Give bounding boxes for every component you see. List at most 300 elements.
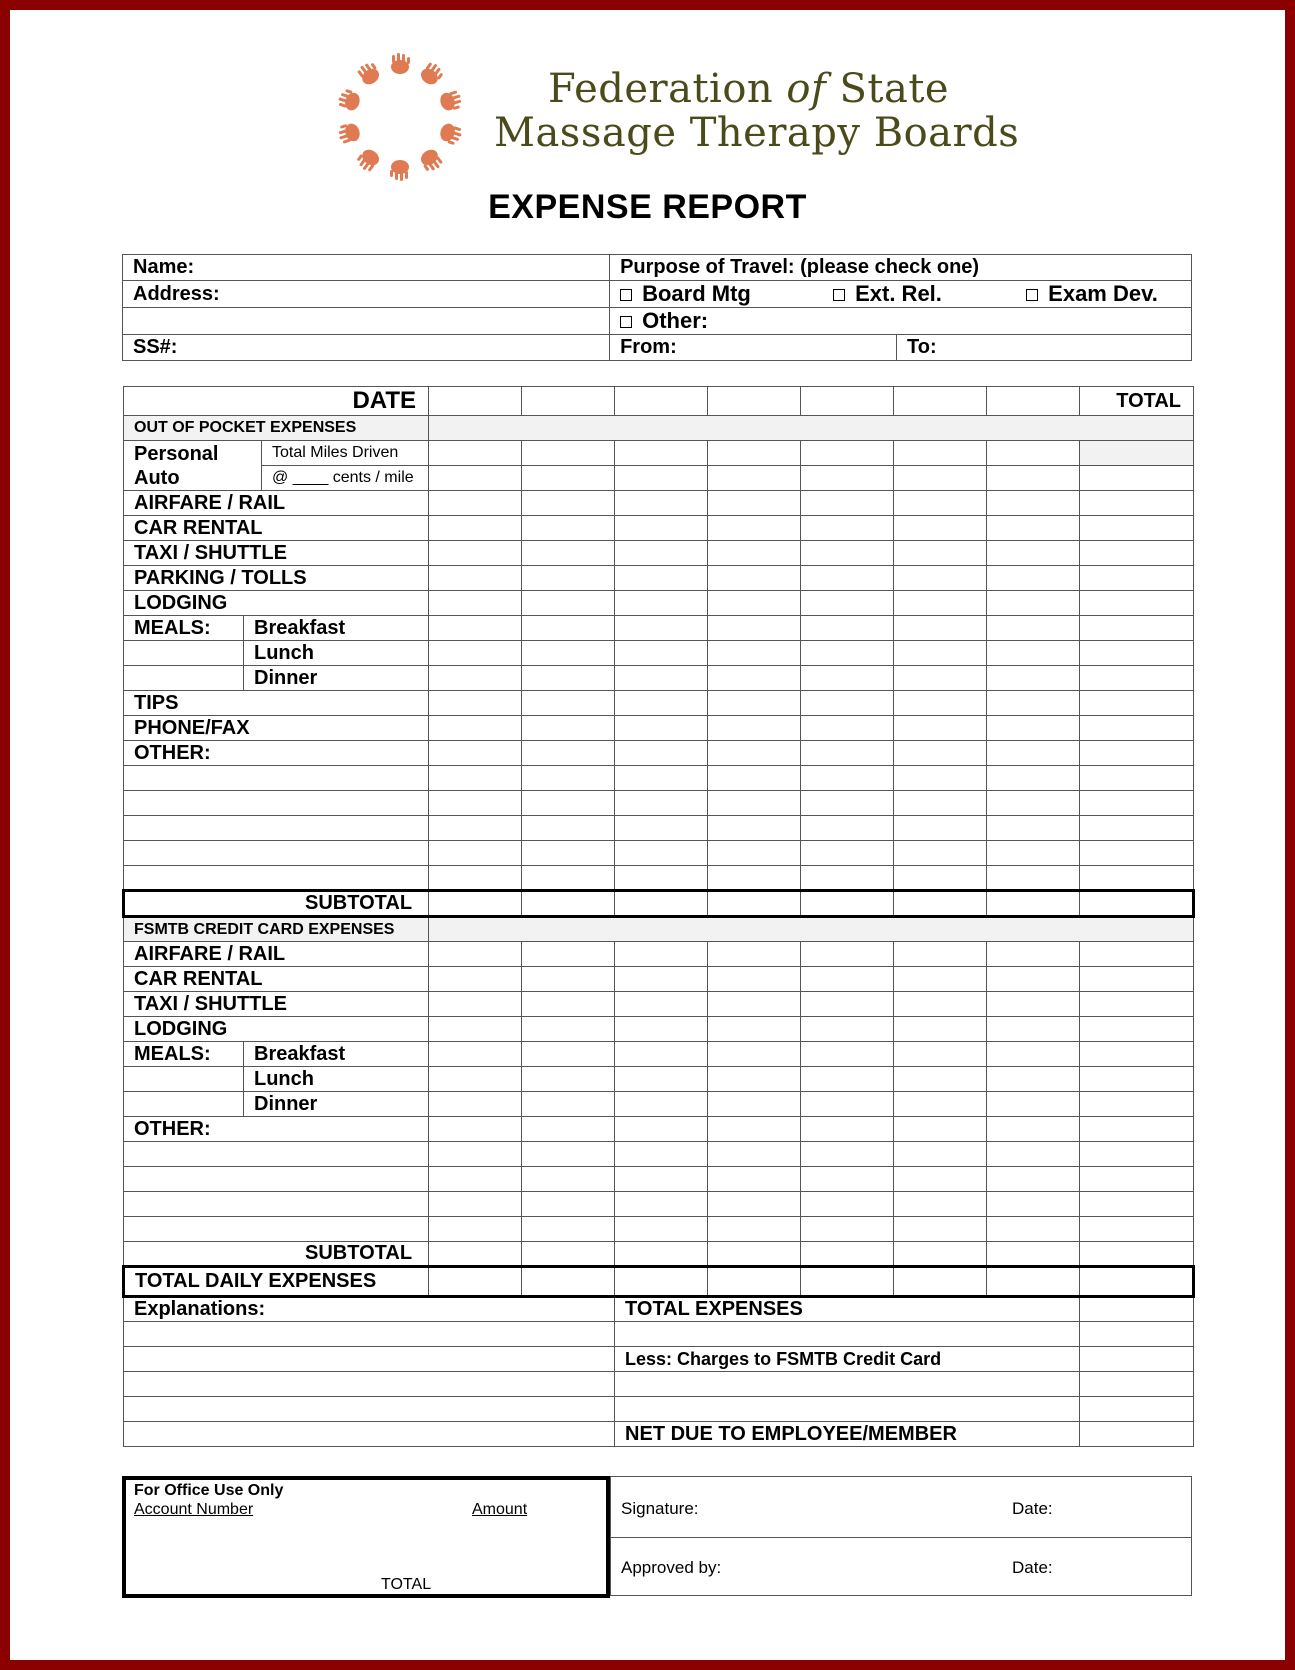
daily-total-cell[interactable] [708, 1267, 801, 1297]
subtotal-cell[interactable] [429, 1242, 522, 1267]
expense-cell[interactable] [894, 1017, 987, 1042]
expense-cell[interactable] [894, 1067, 987, 1092]
total-cell[interactable] [1080, 1042, 1194, 1067]
expense-cell[interactable] [429, 741, 522, 766]
expense-cell[interactable] [708, 1167, 801, 1192]
total-cell[interactable] [1080, 491, 1194, 516]
date-cell[interactable] [801, 387, 894, 416]
expense-cell[interactable] [522, 466, 615, 491]
subtotal-cell[interactable] [615, 1242, 708, 1267]
expense-cell[interactable] [801, 566, 894, 591]
expense-cell[interactable] [522, 441, 615, 466]
subtotal-cell[interactable] [522, 891, 615, 917]
expense-cell[interactable] [708, 992, 801, 1017]
expense-cell[interactable] [429, 716, 522, 741]
expense-cell[interactable] [708, 1017, 801, 1042]
expense-cell[interactable] [708, 866, 801, 891]
expense-cell[interactable] [708, 616, 801, 641]
other-description-cell[interactable] [124, 1142, 429, 1167]
expense-cell[interactable] [987, 716, 1080, 741]
expense-cell[interactable] [801, 716, 894, 741]
expense-cell[interactable] [801, 1092, 894, 1117]
expense-cell[interactable] [987, 1067, 1080, 1092]
subtotal-cell[interactable] [801, 891, 894, 917]
expense-cell[interactable] [429, 791, 522, 816]
expense-cell[interactable] [429, 1117, 522, 1142]
expense-cell[interactable] [894, 666, 987, 691]
expense-cell[interactable] [894, 491, 987, 516]
explanation-line[interactable] [124, 1322, 615, 1347]
date-cell[interactable] [615, 387, 708, 416]
expense-cell[interactable] [615, 616, 708, 641]
expense-cell[interactable] [522, 1042, 615, 1067]
expense-cell[interactable] [987, 666, 1080, 691]
expense-cell[interactable] [615, 1092, 708, 1117]
expense-cell[interactable] [708, 841, 801, 866]
expense-cell[interactable] [708, 566, 801, 591]
from-field[interactable]: From: [610, 335, 897, 361]
summary-value[interactable] [1080, 1397, 1194, 1422]
expense-cell[interactable] [987, 992, 1080, 1017]
expense-cell[interactable] [894, 791, 987, 816]
expense-cell[interactable] [894, 1167, 987, 1192]
expense-cell[interactable] [429, 666, 522, 691]
expense-cell[interactable] [894, 992, 987, 1017]
other-description-cell[interactable] [124, 1217, 429, 1242]
other-description-cell[interactable] [124, 841, 429, 866]
expense-cell[interactable] [429, 841, 522, 866]
less-charges-value[interactable] [1080, 1347, 1194, 1372]
total-cell[interactable] [1080, 1017, 1194, 1042]
expense-cell[interactable] [801, 516, 894, 541]
expense-cell[interactable] [894, 716, 987, 741]
expense-cell[interactable] [708, 791, 801, 816]
total-cell[interactable] [1080, 967, 1194, 992]
expense-cell[interactable] [615, 566, 708, 591]
expense-cell[interactable] [429, 942, 522, 967]
expense-cell[interactable] [894, 616, 987, 641]
expense-cell[interactable] [801, 1142, 894, 1167]
ssn-field[interactable]: SS#: [123, 335, 610, 361]
expense-cell[interactable] [801, 841, 894, 866]
exam-dev-checkbox[interactable] [1026, 289, 1038, 301]
date-cell[interactable] [708, 387, 801, 416]
expense-cell[interactable] [615, 1017, 708, 1042]
other-description-cell[interactable] [124, 816, 429, 841]
net-due-value[interactable] [1080, 1422, 1194, 1447]
total-cell[interactable] [1080, 691, 1194, 716]
total-cell[interactable] [1080, 466, 1194, 491]
ext-rel-checkbox[interactable] [833, 289, 845, 301]
explanation-line[interactable] [124, 1372, 615, 1397]
expense-cell[interactable] [615, 441, 708, 466]
expense-cell[interactable] [708, 466, 801, 491]
expense-cell[interactable] [894, 816, 987, 841]
subtotal-cell[interactable] [522, 1242, 615, 1267]
date-cell[interactable] [429, 387, 522, 416]
total-cell[interactable] [1080, 992, 1194, 1017]
subtotal-cell[interactable] [1080, 1242, 1194, 1267]
expense-cell[interactable] [708, 441, 801, 466]
expense-cell[interactable] [708, 491, 801, 516]
expense-cell[interactable] [522, 1117, 615, 1142]
expense-cell[interactable] [801, 791, 894, 816]
expense-cell[interactable] [987, 1142, 1080, 1167]
total-cell[interactable] [1080, 1092, 1194, 1117]
expense-cell[interactable] [429, 616, 522, 641]
expense-cell[interactable] [429, 566, 522, 591]
date-cell[interactable] [894, 387, 987, 416]
expense-cell[interactable] [894, 566, 987, 591]
expense-cell[interactable] [522, 591, 615, 616]
total-cell[interactable] [1080, 516, 1194, 541]
expense-cell[interactable] [615, 841, 708, 866]
expense-cell[interactable] [429, 1217, 522, 1242]
expense-cell[interactable] [429, 766, 522, 791]
other-description-cell[interactable] [124, 1192, 429, 1217]
explanation-line[interactable] [124, 1422, 615, 1447]
expense-cell[interactable] [708, 691, 801, 716]
total-cell[interactable] [1080, 1142, 1194, 1167]
subtotal-cell[interactable] [1080, 891, 1194, 917]
expense-cell[interactable] [987, 741, 1080, 766]
expense-cell[interactable] [801, 816, 894, 841]
expense-cell[interactable] [615, 766, 708, 791]
expense-cell[interactable] [429, 641, 522, 666]
other-description-cell[interactable] [124, 766, 429, 791]
total-cell[interactable] [1080, 791, 1194, 816]
total-cell[interactable] [1080, 866, 1194, 891]
expense-cell[interactable] [708, 716, 801, 741]
expense-cell[interactable] [801, 942, 894, 967]
daily-total-cell[interactable] [429, 1267, 522, 1297]
expense-cell[interactable] [615, 1142, 708, 1167]
expense-cell[interactable] [615, 967, 708, 992]
address-line2-field[interactable] [123, 308, 610, 335]
subtotal-cell[interactable] [987, 891, 1080, 917]
expense-cell[interactable] [801, 1192, 894, 1217]
summary-value[interactable] [1080, 1322, 1194, 1347]
expense-cell[interactable] [987, 841, 1080, 866]
expense-cell[interactable] [522, 841, 615, 866]
expense-cell[interactable] [801, 616, 894, 641]
expense-cell[interactable] [987, 816, 1080, 841]
expense-cell[interactable] [708, 1092, 801, 1117]
name-field[interactable]: Name: [123, 255, 610, 281]
expense-cell[interactable] [987, 541, 1080, 566]
total-cell[interactable] [1080, 741, 1194, 766]
signature-date-field[interactable]: Date: [1012, 1499, 1053, 1518]
expense-cell[interactable] [615, 866, 708, 891]
explanation-line[interactable] [124, 1347, 615, 1372]
expense-cell[interactable] [987, 1092, 1080, 1117]
to-field[interactable]: To: [897, 335, 1192, 361]
expense-cell[interactable] [708, 967, 801, 992]
expense-cell[interactable] [894, 1217, 987, 1242]
expense-cell[interactable] [429, 1067, 522, 1092]
expense-cell[interactable] [894, 1142, 987, 1167]
expense-cell[interactable] [522, 666, 615, 691]
expense-cell[interactable] [894, 516, 987, 541]
expense-cell[interactable] [987, 1017, 1080, 1042]
expense-cell[interactable] [522, 942, 615, 967]
expense-cell[interactable] [522, 716, 615, 741]
expense-cell[interactable] [708, 1042, 801, 1067]
expense-cell[interactable] [522, 766, 615, 791]
expense-cell[interactable] [987, 1217, 1080, 1242]
expense-cell[interactable] [429, 1192, 522, 1217]
expense-cell[interactable] [615, 666, 708, 691]
expense-cell[interactable] [429, 441, 522, 466]
expense-cell[interactable] [429, 1167, 522, 1192]
expense-cell[interactable] [429, 691, 522, 716]
expense-cell[interactable] [894, 866, 987, 891]
expense-cell[interactable] [801, 591, 894, 616]
expense-cell[interactable] [894, 591, 987, 616]
board-mtg-checkbox[interactable] [620, 289, 632, 301]
expense-cell[interactable] [708, 591, 801, 616]
expense-cell[interactable] [522, 516, 615, 541]
expense-cell[interactable] [615, 992, 708, 1017]
expense-cell[interactable] [429, 491, 522, 516]
expense-cell[interactable] [894, 441, 987, 466]
subtotal-cell[interactable] [894, 1242, 987, 1267]
total-cell[interactable] [1080, 1217, 1194, 1242]
expense-cell[interactable] [429, 466, 522, 491]
expense-cell[interactable] [522, 1067, 615, 1092]
expense-cell[interactable] [429, 816, 522, 841]
expense-cell[interactable] [522, 992, 615, 1017]
daily-total-cell[interactable] [522, 1267, 615, 1297]
expense-cell[interactable] [615, 942, 708, 967]
expense-cell[interactable] [429, 992, 522, 1017]
expense-cell[interactable] [522, 1092, 615, 1117]
total-cell[interactable] [1080, 716, 1194, 741]
expense-cell[interactable] [615, 641, 708, 666]
date-cell[interactable] [522, 387, 615, 416]
expense-cell[interactable] [894, 942, 987, 967]
expense-cell[interactable] [801, 1067, 894, 1092]
total-cell[interactable] [1080, 616, 1194, 641]
expense-cell[interactable] [615, 1167, 708, 1192]
total-cell[interactable] [1080, 541, 1194, 566]
total-cell[interactable] [1080, 591, 1194, 616]
expense-cell[interactable] [801, 967, 894, 992]
expense-cell[interactable] [801, 1042, 894, 1067]
expense-cell[interactable] [987, 1167, 1080, 1192]
expense-cell[interactable] [429, 1092, 522, 1117]
expense-cell[interactable] [615, 466, 708, 491]
expense-cell[interactable] [522, 1217, 615, 1242]
expense-cell[interactable] [615, 716, 708, 741]
expense-cell[interactable] [429, 866, 522, 891]
subtotal-cell[interactable] [894, 891, 987, 917]
expense-cell[interactable] [801, 1167, 894, 1192]
expense-cell[interactable] [522, 566, 615, 591]
expense-cell[interactable] [801, 491, 894, 516]
expense-cell[interactable] [801, 541, 894, 566]
expense-cell[interactable] [801, 1117, 894, 1142]
subtotal-cell[interactable] [615, 891, 708, 917]
expense-cell[interactable] [522, 1167, 615, 1192]
expense-cell[interactable] [801, 666, 894, 691]
expense-cell[interactable] [708, 1217, 801, 1242]
expense-cell[interactable] [522, 541, 615, 566]
expense-cell[interactable] [708, 1192, 801, 1217]
expense-cell[interactable] [708, 766, 801, 791]
expense-cell[interactable] [987, 967, 1080, 992]
subtotal-cell[interactable] [801, 1242, 894, 1267]
approved-by-field[interactable]: Approved by: [621, 1558, 722, 1577]
expense-cell[interactable] [615, 791, 708, 816]
total-cell[interactable] [1080, 1167, 1194, 1192]
subtotal-cell[interactable] [708, 1242, 801, 1267]
total-cell[interactable] [1080, 942, 1194, 967]
expense-cell[interactable] [429, 516, 522, 541]
total-cell[interactable] [1080, 1192, 1194, 1217]
expense-cell[interactable] [801, 441, 894, 466]
expense-cell[interactable] [615, 741, 708, 766]
total-cell[interactable] [1080, 841, 1194, 866]
date-cell[interactable] [987, 387, 1080, 416]
expense-cell[interactable] [708, 741, 801, 766]
summary-value[interactable] [1080, 1372, 1194, 1397]
expense-cell[interactable] [708, 1067, 801, 1092]
expense-cell[interactable] [615, 491, 708, 516]
approved-date-field[interactable]: Date: [1012, 1558, 1053, 1577]
expense-cell[interactable] [708, 541, 801, 566]
expense-cell[interactable] [894, 1092, 987, 1117]
expense-cell[interactable] [522, 1192, 615, 1217]
subtotal-cell[interactable] [708, 891, 801, 917]
expense-cell[interactable] [615, 1067, 708, 1092]
expense-cell[interactable] [801, 1217, 894, 1242]
expense-cell[interactable] [894, 766, 987, 791]
expense-cell[interactable] [615, 691, 708, 716]
other-description-cell[interactable] [124, 866, 429, 891]
expense-cell[interactable] [708, 942, 801, 967]
expense-cell[interactable] [429, 967, 522, 992]
expense-cell[interactable] [429, 591, 522, 616]
expense-cell[interactable] [708, 816, 801, 841]
expense-cell[interactable] [522, 791, 615, 816]
expense-cell[interactable] [522, 741, 615, 766]
total-expenses-value[interactable] [1080, 1297, 1194, 1322]
expense-cell[interactable] [522, 1017, 615, 1042]
expense-cell[interactable] [708, 1142, 801, 1167]
expense-cell[interactable] [987, 1192, 1080, 1217]
expense-cell[interactable] [987, 516, 1080, 541]
expense-cell[interactable] [522, 616, 615, 641]
daily-total-cell[interactable] [801, 1267, 894, 1297]
total-cell[interactable] [1080, 816, 1194, 841]
expense-cell[interactable] [801, 466, 894, 491]
expense-cell[interactable] [987, 1042, 1080, 1067]
expense-cell[interactable] [894, 691, 987, 716]
expense-cell[interactable] [522, 866, 615, 891]
expense-cell[interactable] [987, 591, 1080, 616]
daily-total-cell[interactable] [894, 1267, 987, 1297]
expense-cell[interactable] [522, 641, 615, 666]
expense-cell[interactable] [615, 1042, 708, 1067]
other-checkbox[interactable] [620, 316, 632, 328]
expense-cell[interactable] [615, 1192, 708, 1217]
expense-cell[interactable] [894, 841, 987, 866]
expense-cell[interactable] [708, 516, 801, 541]
expense-cell[interactable] [522, 691, 615, 716]
daily-total-cell[interactable] [1080, 1267, 1194, 1297]
expense-cell[interactable] [429, 1042, 522, 1067]
expense-cell[interactable] [894, 741, 987, 766]
expense-cell[interactable] [894, 466, 987, 491]
expense-cell[interactable] [801, 641, 894, 666]
total-cell[interactable] [1080, 1067, 1194, 1092]
other-description-cell[interactable] [124, 1167, 429, 1192]
total-cell[interactable] [1080, 766, 1194, 791]
total-cell[interactable] [1080, 666, 1194, 691]
other-description-cell[interactable] [124, 791, 429, 816]
expense-cell[interactable] [708, 1117, 801, 1142]
expense-cell[interactable] [987, 1117, 1080, 1142]
expense-cell[interactable] [987, 616, 1080, 641]
address-field[interactable]: Address: [123, 281, 610, 308]
expense-cell[interactable] [708, 666, 801, 691]
expense-cell[interactable] [522, 1142, 615, 1167]
expense-cell[interactable] [987, 691, 1080, 716]
expense-cell[interactable] [615, 516, 708, 541]
expense-cell[interactable] [615, 1117, 708, 1142]
expense-cell[interactable] [801, 741, 894, 766]
expense-cell[interactable] [987, 641, 1080, 666]
expense-cell[interactable] [987, 566, 1080, 591]
expense-cell[interactable] [801, 1017, 894, 1042]
total-cell[interactable] [1080, 641, 1194, 666]
daily-total-cell[interactable] [615, 1267, 708, 1297]
expense-cell[interactable] [894, 1192, 987, 1217]
expense-cell[interactable] [987, 866, 1080, 891]
total-cell[interactable] [1080, 566, 1194, 591]
expense-cell[interactable] [429, 1017, 522, 1042]
expense-cell[interactable] [894, 967, 987, 992]
signature-field[interactable]: Signature: [621, 1499, 699, 1518]
expense-cell[interactable] [987, 942, 1080, 967]
expense-cell[interactable] [615, 591, 708, 616]
expense-cell[interactable] [801, 691, 894, 716]
expense-cell[interactable] [522, 816, 615, 841]
expense-cell[interactable] [894, 641, 987, 666]
expense-cell[interactable] [522, 967, 615, 992]
subtotal-cell[interactable] [429, 891, 522, 917]
expense-cell[interactable] [894, 541, 987, 566]
expense-cell[interactable] [615, 1217, 708, 1242]
expense-cell[interactable] [987, 491, 1080, 516]
expense-cell[interactable] [987, 466, 1080, 491]
expense-cell[interactable] [615, 816, 708, 841]
expense-cell[interactable] [429, 1142, 522, 1167]
expense-cell[interactable] [615, 541, 708, 566]
subtotal-cell[interactable] [987, 1242, 1080, 1267]
total-cell[interactable] [1080, 1117, 1194, 1142]
expense-cell[interactable] [708, 641, 801, 666]
expense-cell[interactable] [522, 491, 615, 516]
expense-cell[interactable] [894, 1117, 987, 1142]
expense-cell[interactable] [801, 866, 894, 891]
daily-total-cell[interactable] [987, 1267, 1080, 1297]
expense-cell[interactable] [429, 541, 522, 566]
expense-cell[interactable] [801, 992, 894, 1017]
expense-cell[interactable] [987, 441, 1080, 466]
expense-cell[interactable] [801, 766, 894, 791]
